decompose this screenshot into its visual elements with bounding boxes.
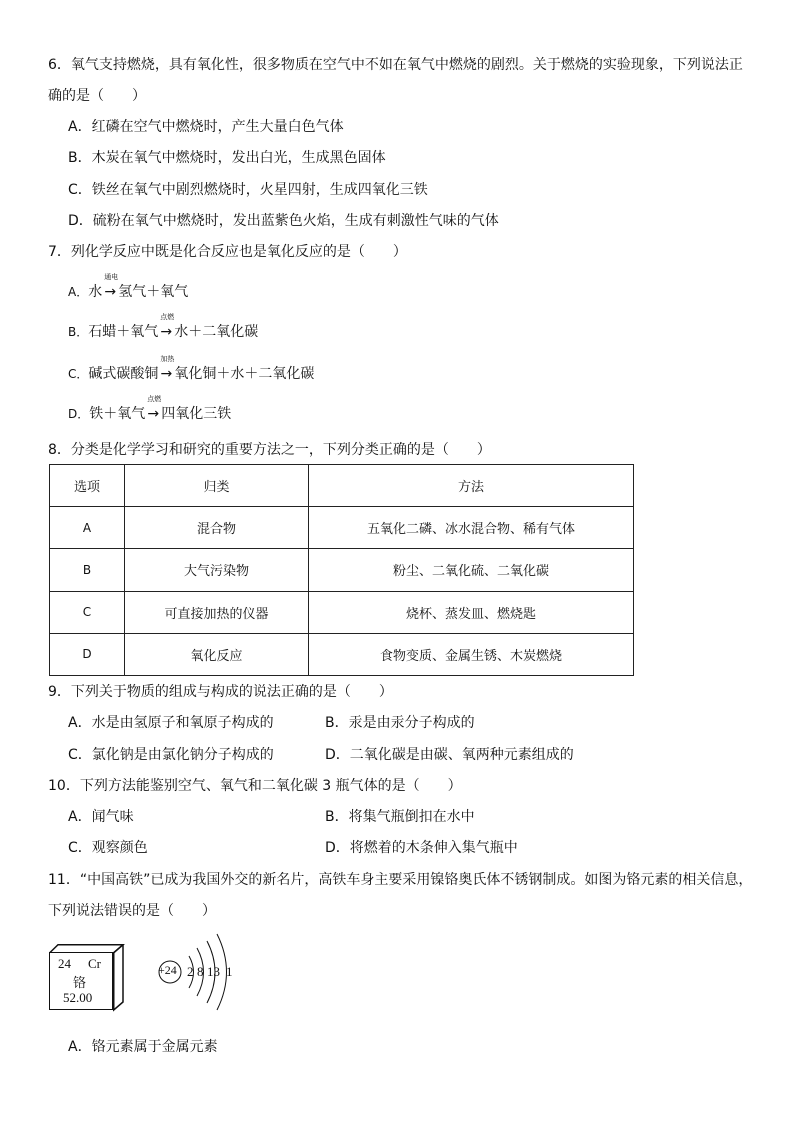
reaction-arrow: → [160, 324, 173, 340]
q11-option-a: A．铬元素属于金属元素 [68, 1039, 218, 1055]
table-cell: A [50, 507, 125, 549]
q9-option-c: C．氯化钠是由氯化钠分子构成的 [68, 747, 274, 763]
q7-stem: 7．列化学反应中既是化合反应也是氧化反应的是（ ） [48, 244, 407, 260]
q9-stem: 9．下列关于物质的组成与构成的说法正确的是（ ） [48, 684, 393, 700]
table-cell: 烧杯、蒸发皿、燃烧匙 [309, 591, 634, 633]
shell-electrons-3: 13 [207, 964, 220, 979]
product: 水＋二氧化碳 [174, 324, 259, 340]
table-row [50, 549, 634, 591]
reaction-condition: 通电 [104, 273, 119, 281]
table-row [50, 507, 634, 549]
table-cell: C [50, 591, 125, 633]
table-cell: D [50, 633, 125, 675]
table-cell: 氧化反应 [125, 633, 309, 675]
q11-stem-line2: 下列说法错误的是（ ） [48, 903, 216, 919]
atom-structure-diagram [150, 932, 240, 1016]
reactant: 水 [88, 284, 103, 300]
table-row [50, 633, 634, 675]
q6-stem-line2: 确的是（ ） [48, 88, 146, 104]
shell-electrons-2: 8 [197, 964, 204, 979]
table-cell: 大气污染物 [125, 549, 309, 591]
q8-stem: 8．分类是化学学习和研究的重要方法之一，下列分类正确的是（ ） [48, 442, 491, 458]
q9-option-d: D．二氧化碳是由碳、氧两种元素组成的 [325, 747, 574, 763]
header-cell: 选项 [50, 465, 125, 507]
option-letter: D． [68, 407, 90, 421]
table-cell: B [50, 549, 125, 591]
atomic-number: 24 [58, 956, 71, 971]
option-letter: C． [68, 367, 89, 381]
reaction-arrow: → [160, 366, 173, 382]
table-cell: 可直接加热的仪器 [125, 591, 309, 633]
product: 氢气＋氧气 [118, 284, 189, 300]
q6-option-b: B．木炭在氧气中燃烧时，发出白光，生成黑色固体 [68, 150, 386, 166]
q11-stem-line1: 11．“中国高铁”已成为我国外交的新名片，高铁车身主要采用镍铬奥氏体不锈钢制成。如图为铬元素的相关信息， [48, 872, 753, 888]
table-cell: 五氧化二磷、冰水混合物、稀有气体 [309, 507, 634, 549]
q6-stem-line1: 6．氧气支持燃烧，具有氧化性，很多物质在空气中不如在氧气中燃烧的剧烈。关于燃烧的实验现象，下列说法正 [48, 57, 743, 73]
atomic-mass: 52.00 [63, 990, 93, 1005]
reaction-arrow: → [147, 406, 160, 422]
table-header-row [50, 465, 634, 507]
q10-stem: 10．下列方法能鉴别空气、氧气和二氧化碳 3 瓶气体的是（ ） [48, 778, 462, 794]
element-card-front [49, 952, 113, 1010]
q7-option-b [68, 313, 259, 342]
q6-option-a: A．红磷在空气中燃烧时，产生大量白色气体 [68, 119, 344, 135]
reaction-condition: 点燃 [160, 313, 175, 321]
shell-electrons-4: 1 [226, 964, 233, 979]
header-cell: 归类 [125, 465, 309, 507]
table-row [50, 591, 634, 633]
element-card [49, 944, 123, 1012]
q10-option-a: A．闻气味 [68, 809, 134, 825]
nucleus-charge: +24 [158, 963, 177, 977]
q7-option-a [68, 273, 189, 302]
q10-option-b: B．将集气瓶倒扣在水中 [325, 809, 475, 825]
header-cell: 方法 [309, 465, 634, 507]
reactant: 石蜡＋氧气 [88, 324, 159, 340]
element-symbol: Cr [88, 956, 101, 971]
shell-electrons-1: 2 [187, 964, 194, 979]
product: 四氧化三铁 [161, 406, 232, 422]
q7-option-c [68, 355, 315, 384]
element-name: 铬 [73, 975, 87, 990]
option-letter: B． [68, 325, 89, 339]
product: 氧化铜＋水＋二氧化碳 [174, 366, 315, 382]
classification-table [49, 464, 634, 676]
table-cell: 粉尘、二氧化硫、二氧化碳 [309, 549, 634, 591]
q9-option-a: A．水是由氢原子和氧原子构成的 [68, 715, 274, 731]
reaction-arrow: → [104, 284, 117, 300]
q6-option-d: D．硫粉在氧气中燃烧时，发出蓝紫色火焰，生成有刺激性气味的气体 [68, 213, 499, 229]
reactant: 铁＋氧气 [89, 406, 146, 422]
table-cell: 食物变质、金属生锈、木炭燃烧 [309, 633, 634, 675]
table-cell: 混合物 [125, 507, 309, 549]
reaction-condition: 点燃 [147, 395, 162, 403]
q10-option-c: C．观察颜色 [68, 840, 148, 856]
reaction-condition: 加热 [160, 355, 175, 363]
q6-option-c: C．铁丝在氧气中剧烈燃烧时，火星四射，生成四氧化三铁 [68, 182, 428, 198]
q10-option-d: D．将燃着的木条伸入集气瓶中 [325, 840, 518, 856]
reactant: 碱式碳酸铜 [88, 366, 159, 382]
option-letter: A． [68, 285, 89, 299]
q7-option-d [68, 395, 232, 424]
q9-option-b: B．汞是由汞分子构成的 [325, 715, 475, 731]
